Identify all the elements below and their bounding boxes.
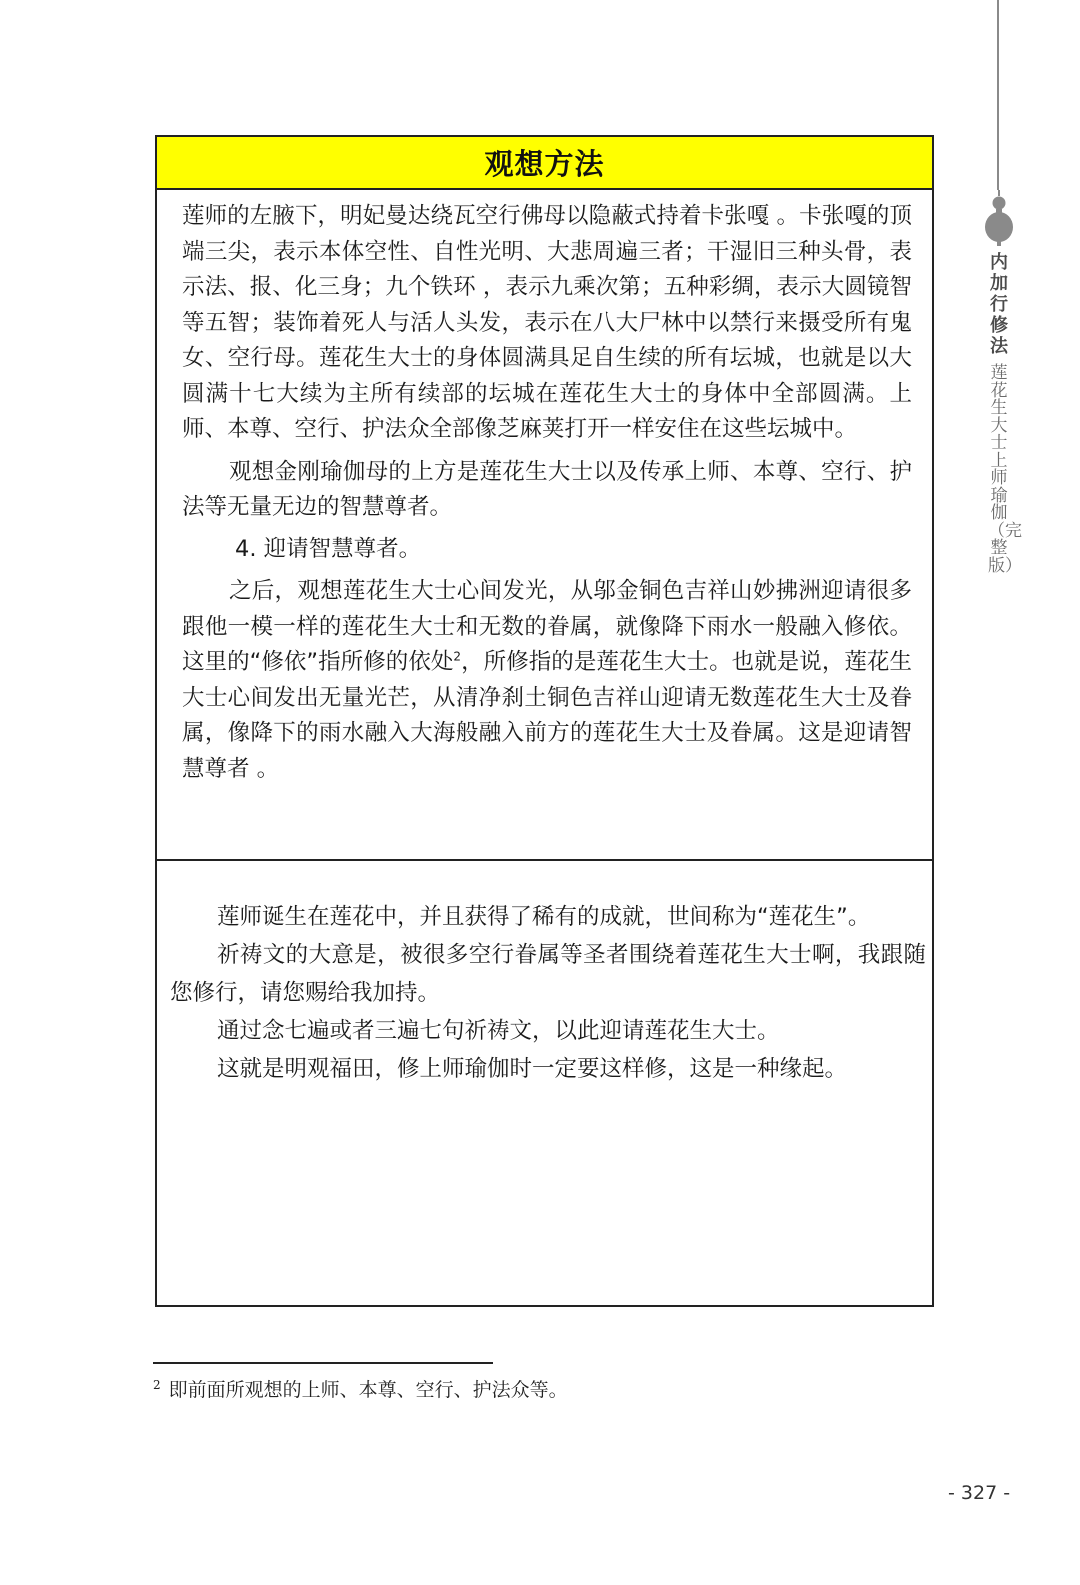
footnote-number: 2: [153, 1377, 161, 1392]
margin-rule: [997, 0, 999, 190]
body-text: [170, 898, 926, 1088]
content-box: [155, 135, 934, 1307]
paragraph: [182, 574, 912, 787]
side-section-title: 内加行修法: [990, 252, 1008, 357]
paragraph: 这就是明观福田，修上师瑜伽时一定要这样修，这是一种缘起。: [217, 1056, 848, 1082]
box-header-title: 观想方法: [157, 137, 932, 190]
step-heading: 4. 迎请智慧尊者。: [235, 535, 422, 562]
page-number: - 327 -: [948, 1482, 1011, 1504]
paragraph: 莲师的左腋下，明妃曼达绕瓦空行佛母以隐蔽式持着卡张嘎 。卡张嘎的顶端三尖，表示本体空性、自性光明、大悲周遍三者；干湿旧三种头骨，表示法、报、化三身；九个铁环 ，表示九乘次第；五种彩绸，表示大圆镜智等五智；装饰着死人与活人头发，表示在八大尸林中以禁行来摄受所有鬼女、空行母。莲花生大士的身体圆满具足自生续的所有坛城，也就是以大圆满十七大续为主所有续部的坛城在莲花生大士的身体中全部圆满。上师、本尊、空行、护法众全部像芝麻荚打开一样安住在这些坛城中。: [182, 203, 912, 442]
paragraph: 通过念七遍或者三遍七句祈祷文，以此迎请莲花生大士。: [217, 1018, 780, 1044]
text-run: 之后，观想莲花生大士心间发光，从邬金铜色吉祥山妙拂洲迎请很多跟他一模一样的莲花生大士和无数的眷属，就像降下雨水一般融入修依。这里的“修依”指所修的依处: [182, 578, 912, 675]
text-run: ，所修指的是莲花生大士。也就是说，莲花生大士心间发出无量光芒，从清净刹土铜色吉祥山迎请无数莲花生大士及眷属，像降下的雨水融入大海般融入前方的莲花生大士及眷属。这是迎请智慧尊者 。: [182, 649, 912, 782]
side-book-subtitle: 莲花生大士上师瑜伽（完整版）: [988, 363, 1022, 576]
footnote: [153, 1375, 568, 1402]
paragraph: 祈祷文的大意是，被很多空行眷属等圣者围绕着莲花生大士啊，我跟随您修行，请您赐给我加持。: [170, 942, 926, 1006]
box-upper-text: [182, 199, 912, 787]
footnote-marker: 2: [453, 649, 462, 664]
paragraph: 莲师诞生在莲花中，并且获得了稀有的成就，世间称为“莲花生”。: [217, 904, 871, 930]
box-divider: [157, 859, 932, 861]
gourd-icon: [984, 190, 1014, 246]
paragraph: 观想金刚瑜伽母的上方是莲花生大士以及传承上师、本尊、空行、护法等无量无边的智慧尊者。: [182, 458, 912, 520]
footnote-rule: [153, 1362, 493, 1364]
footnote-text: 即前面所观想的上师、本尊、空行、护法众等。: [168, 1379, 568, 1401]
